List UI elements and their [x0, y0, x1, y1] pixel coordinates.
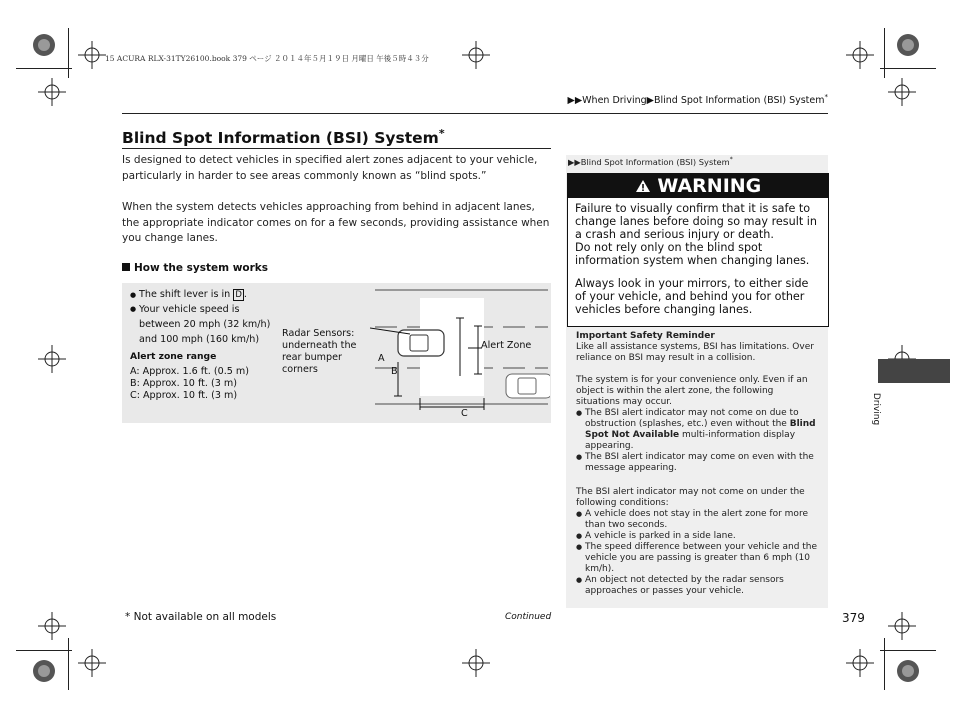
- cond-bullet-2: ● A vehicle is parked in a side lane.: [576, 531, 820, 542]
- reference-star: *: [729, 156, 733, 163]
- cond-bullet-3: ● The speed difference between your vehicle and the vehicle you are passing is greater than 6 mph (10 km/h).: [576, 542, 820, 575]
- warning-p1: Failure to visually confirm that it is safe to change lanes before doing so may result in a crash and serious injury or death.: [575, 202, 817, 241]
- page-title-text: Blind Spot Information (BSI) System: [122, 129, 439, 148]
- breadcrumb-topic: Blind Spot Information (BSI) System: [653, 95, 825, 107]
- side-tab-label: Driving: [871, 392, 881, 426]
- how-it-works-heading: [122, 262, 268, 274]
- note-bullet-1: [576, 408, 820, 452]
- bullet1-bold: Blind Spot Not Available: [585, 419, 816, 440]
- warning-p3: Always look in your mirrors, to either side of your vehicle, and behind you for other vehicles before changing lanes.: [575, 277, 809, 316]
- cond-bullet-4: ● An object not detected by the radar sensors approaches or passes your vehicle.: [576, 575, 820, 597]
- bullet1-post: multi-information display appearing.: [585, 430, 796, 451]
- breadcrumb-star: *: [824, 93, 828, 101]
- reference-arrow-icon: ▶▶: [568, 156, 581, 167]
- shift-period: .: [243, 289, 247, 300]
- range-a: A: Approx. 1.6 ft. (0.5 m): [130, 366, 250, 377]
- range-c: C: Approx. 10 ft. (3 m): [130, 390, 238, 401]
- file-header: 15 ACURA RLX-31TY26100.book 379 ページ ２０１４年５月１９日 月曜日 午後５時４３分: [105, 54, 429, 63]
- alert-zone-range-heading: Alert zone range: [130, 351, 217, 362]
- important-text: Like all assistance systems, BSI has limitations. Over reliance on BSI may result in a collision.: [576, 342, 814, 363]
- shift-text: The shift lever is in: [139, 289, 231, 300]
- breadcrumb-arrow-icon: ▶: [646, 95, 654, 107]
- gear-d-icon: D: [235, 290, 242, 300]
- condition-speed: ● Your vehicle speed is between 20 mph (32 km/h) and 100 mph (160 km/h): [130, 302, 280, 347]
- important-heading: Important Safety Reminder: [576, 331, 715, 341]
- sidebar-reference: [568, 156, 733, 167]
- how-heading-text: How the system works: [134, 262, 269, 274]
- note-bullet-2: ● The BSI alert indicator may come on even with the message appearing.: [576, 452, 820, 474]
- continued-label: Continued: [505, 612, 552, 622]
- section-tab: [878, 359, 950, 383]
- condition-shift: [130, 289, 280, 301]
- bullet1-pre: The BSI alert indicator may not come on due to obstruction (splashes, etc.) even without the: [585, 408, 799, 429]
- intro-paragraph: Is designed to detect vehicles in specified alert zones adjacent to your vehicle, particularly in harder to see areas commonly known as “blind spots.”: [122, 154, 538, 182]
- warning-header: [568, 174, 828, 198]
- warning-box: [567, 173, 829, 327]
- cond-bullet-1: ● A vehicle does not stay in the alert zone for more than two seconds.: [576, 509, 820, 531]
- radar-sensors-label: Radar Sensors: underneath the rear bumper corners: [282, 328, 357, 375]
- detection-paragraph: When the system detects vehicles approaching from behind in adjacent lanes, the appropriate indicator comes on for a few seconds, providing assistance when you change lanes.: [122, 201, 550, 244]
- breadcrumb: [558, 93, 828, 106]
- footnote: * Not available on all models: [125, 611, 277, 623]
- warning-p2: Do not rely only on the blind spot information system when changing lanes.: [575, 241, 810, 267]
- conditions-list: [130, 289, 280, 347]
- square-bullet-icon: [122, 263, 130, 271]
- conditions-paragraph: The BSI alert indicator may not come on under the following conditions:: [576, 487, 805, 508]
- title-rule: [122, 148, 551, 149]
- warning-title: WARNING: [657, 175, 762, 197]
- header-rule: [122, 113, 828, 114]
- range-b: B: Approx. 10 ft. (3 m): [130, 378, 238, 389]
- warning-body: [568, 198, 828, 316]
- label-b: B: [391, 366, 398, 377]
- road-diagram: [370, 286, 550, 420]
- alert-zone-label: Alert Zone: [481, 340, 532, 351]
- warning-triangle-icon: [635, 179, 651, 193]
- breadcrumb-section: When Driving: [582, 95, 647, 107]
- own-vehicle: [398, 330, 444, 356]
- breadcrumb-arrow-icon: ▶▶: [567, 95, 583, 107]
- sidebar-notes: [576, 331, 820, 597]
- page-number: 379: [842, 611, 865, 625]
- label-c: C: [461, 408, 468, 419]
- convenience-paragraph: The system is for your convenience only. Even if an object is within the alert zone, the following situations may occur.: [576, 375, 808, 407]
- label-a: A: [378, 353, 385, 364]
- page-title-star: *: [438, 127, 445, 140]
- page-title: [122, 127, 445, 147]
- reference-title: Blind Spot Information (BSI) System: [580, 156, 730, 167]
- alert-zone-range: [130, 351, 290, 402]
